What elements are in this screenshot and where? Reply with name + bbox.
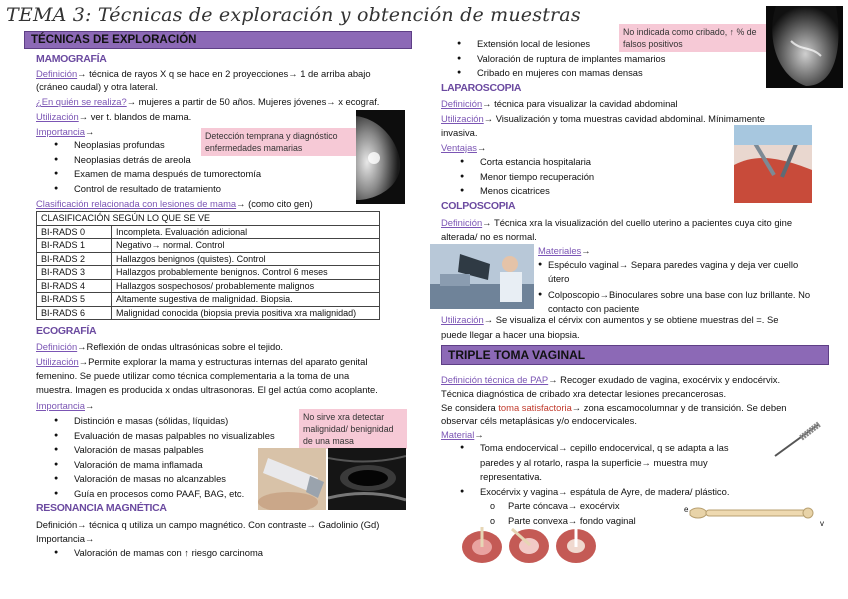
utilizacion-link[interactable]: Utilización — [441, 113, 484, 124]
ecografia-bullets — [38, 414, 275, 501]
birads-desc: Negativo→ normal. Control — [112, 239, 380, 253]
scan-graphic — [328, 448, 406, 510]
table-row — [37, 252, 380, 266]
birads-header: CLASIFICACIÓN SEGÚN LO QUE SE VE — [37, 212, 380, 226]
table-row — [37, 293, 380, 307]
resonancia-definicion: Definición→ técnica q utiliza un campo magnético. Con contraste→ Gadolinio (Gd) — [36, 519, 380, 530]
ultrasound-probe-photo — [258, 448, 326, 510]
mri-graphic — [766, 6, 843, 88]
definicion-text: → técnica de rayos X q se hace en 2 proyecciones→ 1 de arriba abajo — [77, 68, 371, 79]
quien-link[interactable]: ¿En quién se realiza? — [36, 96, 127, 107]
definicion-pap-link[interactable]: Definición técnica de PAP — [441, 374, 549, 385]
birads-code: BI-RADS 5 — [37, 293, 112, 307]
section-band-triple: TRIPLE TOMA VAGINAL — [441, 345, 829, 365]
clasificacion-line — [36, 197, 313, 210]
cervix-photo-2 — [508, 525, 550, 565]
clasificacion-link[interactable]: Clasificación relacionada con lesiones de mama — [36, 198, 237, 209]
table-row — [37, 266, 380, 280]
ecografia-utilizacion-line3: muestra. Imagen es producida x ondas ultrasonoras. El gel actúa como acoplante. — [36, 384, 378, 395]
list-item: ● Corta estancia hospitalaria — [444, 155, 594, 170]
birads-desc: Hallazgos probablemente benignos. Control 6 meses — [112, 266, 380, 280]
colposcopia-materiales — [538, 244, 591, 257]
mamografia-bullets — [38, 138, 261, 196]
definicion-link[interactable]: Definición — [36, 68, 78, 79]
mammogram-graphic — [356, 110, 405, 204]
importancia-link[interactable]: Importancia — [36, 400, 85, 411]
utilizacion-link[interactable]: Utilización — [441, 314, 484, 325]
birads-code: BI-RADS 6 — [37, 306, 112, 320]
ecografia-utilizacion-line2: femenino. Se puede utilizar como técnica complementaria a la toma de una — [36, 370, 350, 381]
triple-material — [441, 428, 484, 441]
birads-desc: Hallazgos benignos (quistes). Control — [112, 252, 380, 266]
list-item: ● Espéculo vaginal→ Separa paredes vagina y deja ver cuello útero — [538, 259, 799, 284]
table-row — [37, 225, 380, 239]
colposcopia-utilizacion-cont: puede llegar a hacer una biopsia. — [441, 329, 580, 340]
table-row — [37, 239, 380, 253]
spatula-graphic — [688, 505, 818, 521]
colposcopy-graphic — [430, 244, 534, 309]
list-item: ● Valoración de masas no alcanzables — [38, 472, 275, 487]
utilizacion-link[interactable]: Utilización — [36, 356, 79, 367]
list-item: ● Toma endocervical→ cepillo endocervical, q se adapta a las — [444, 441, 729, 456]
colposcopia-material-list — [538, 258, 818, 316]
probe-graphic — [258, 448, 326, 510]
mamografia-quien — [36, 95, 379, 108]
list-item: ● Valoración de ruptura de implantes mamarios — [441, 52, 665, 67]
definicion-pap-text: → Recoger exudado de vagina, exocérvix y endocérvix. — [548, 374, 781, 385]
birads-desc: Malignidad conocida (biopsia previa positiva xra malignidad) — [112, 306, 380, 320]
colposcopia-definicion — [441, 216, 792, 229]
list-item: ● Valoración de mama inflamada — [38, 458, 275, 473]
birads-code: BI-RADS 3 — [37, 266, 112, 280]
heading-colposcopia: COLPOSCOPIA — [441, 200, 516, 212]
cervix-photo-1 — [461, 527, 503, 565]
colposcopia-definicion-cont: alterada/ no es normal. — [441, 231, 537, 242]
resonancia-importancia: Importancia→ — [36, 533, 95, 544]
cervix-graphic-1 — [461, 527, 503, 565]
list-item: o Parte convexa→ fondo vaginal — [472, 514, 636, 529]
cervix-photo-3 — [555, 525, 597, 565]
resonancia-bullets — [38, 546, 263, 561]
material-arrow: → — [474, 429, 484, 440]
list-item: ● Menor tiempo recuperación — [444, 170, 594, 185]
list-item: ● Neoplasias profundas — [38, 138, 261, 153]
laparoscopia-utilizacion-cont: invasiva. — [441, 127, 478, 138]
colposcopy-photo — [430, 244, 534, 309]
mamografia-utilizacion — [36, 110, 191, 123]
list-item: ● Menos cicatrices — [444, 184, 594, 199]
material-colposcopio: Colposcopio→Binoculares sobre una base con luz brillante. No contacto con paciente — [548, 289, 811, 314]
definicion-text: → Técnica xra la visualización del cuello uterino a pacientes cuya cito gine — [482, 217, 793, 228]
birads-desc: Incompleta. Evaluación adicional — [112, 225, 380, 239]
list-item-cont: paredes y al rotarlo, raspa la superficie→ muestra muy — [480, 456, 708, 468]
list-item: ● Neoplasias detrás de areola — [38, 153, 261, 168]
sat-pre: Se considera — [441, 402, 499, 413]
definicion-link[interactable]: Definición — [441, 217, 483, 228]
ecografia-utilizacion — [36, 355, 367, 368]
laparoscopy-image — [734, 125, 812, 203]
mamografia-definicion-cont: (cráneo caudal) y otra lateral. — [36, 81, 158, 92]
page-title: TEMA 3: Técnicas de exploración y obtención de muestras — [6, 4, 581, 26]
triple-satisfactoria — [441, 401, 787, 414]
quien-text: → mujeres a partir de 50 años. Mujeres jóvenes→ x ecograf. — [126, 96, 380, 107]
section-band-tecnicas: TÉCNICAS DE EXPLORACIÓN — [24, 31, 412, 49]
heading-resonancia: RESONANCIA MAGNÉTICA — [36, 502, 167, 514]
list-item: ● Control de resultado de tratamiento — [38, 182, 261, 197]
cervix-graphic-2 — [508, 525, 550, 565]
definicion-link[interactable]: Definición — [36, 341, 78, 352]
birads-code: BI-RADS 0 — [37, 225, 112, 239]
list-item: ● Valoración de mamas con ↑ riesgo carcinoma — [38, 546, 263, 561]
mamografia-note: Detección temprana y diagnóstico enfermedades mamarias — [201, 128, 359, 156]
table-row — [37, 279, 380, 293]
birads-desc: Altamente sugestiva de malignidad. Biopsia. — [112, 293, 380, 307]
importancia-arrow: → — [84, 126, 95, 137]
satisfactoria-highlight: toma satisfactoria — [498, 402, 572, 413]
triple-definicion-cont: Técnica diagnóstica de cribado xra detectar lesiones precancerosas. — [441, 388, 727, 399]
birads-code: BI-RADS 1 — [37, 239, 112, 253]
laparoscopia-utilizacion — [441, 112, 765, 125]
laparoscopia-ventajas — [441, 141, 486, 154]
mamografia-definicion — [36, 67, 371, 80]
list-item: ● Extensión local de lesiones — [441, 37, 665, 52]
list-item: ● Exocérvix y vagina→ espátula de Ayre, de madera/ plástico. — [444, 485, 729, 500]
list-item: ● Distinción e masas (sólidas, líquidas) — [38, 414, 275, 429]
definicion-text: → técnica para visualizar la cavidad abdominal — [482, 98, 678, 109]
ecografia-definicion — [36, 340, 283, 353]
ultrasound-scan-image — [328, 448, 406, 510]
heading-laparoscopia: LAPAROSCOPIA — [441, 82, 522, 94]
list-item: ● Valoración de masas palpables — [38, 443, 275, 458]
ecografia-importancia — [36, 399, 94, 412]
triple-definicion — [441, 373, 780, 386]
importancia-arrow: → — [84, 400, 95, 411]
triple-satisfactoria-cont: observar céls metaplásicas y/o endocervicales. — [441, 415, 637, 426]
laparoscopia-bullets — [444, 155, 594, 199]
endocervical-brush-image — [773, 420, 823, 458]
mamografia-importancia — [36, 125, 94, 138]
utilizacion-text: → Visualización y toma muestras cavidad abdominal. Mínimamente — [483, 113, 765, 124]
birads-table — [36, 211, 380, 320]
utilizacion-text: → Se visualiza el cérvix con aumentos y se obtiene muestras del =. Se — [483, 314, 779, 325]
table-row — [37, 306, 380, 320]
utilizacion-text: → ver t. blandos de mama. — [78, 111, 192, 122]
list-item: ● Colposcopio→Binoculares sobre una base con luz brillante. No contacto con paciente — [538, 289, 811, 314]
mammogram-image — [356, 110, 405, 204]
list-item: o Parte cóncava→ exocérvix — [472, 499, 636, 514]
heading-ecografia: ECOGRAFÍA — [36, 325, 97, 337]
list-item: ● Cribado en mujeres con mamas densas — [441, 66, 665, 81]
materiales-arrow: → — [581, 245, 591, 256]
birads-desc: Hallazgos sospechosos/ probablemente malignos — [112, 279, 380, 293]
sat-post: → zona escamocolumnar y de transición. Se deben — [571, 402, 787, 413]
material-link[interactable]: Material — [441, 429, 475, 440]
spatula-label-v: v — [820, 519, 824, 528]
heading-mamografia: MAMOGRAFÍA — [36, 53, 107, 65]
material-especulo: Espéculo vaginal→ Separa paredes vagina y deja ver cuello útero — [548, 259, 799, 284]
list-item: ● Examen de mama después de tumorectomía — [38, 167, 261, 182]
ventajas-link[interactable]: Ventajas — [441, 142, 477, 153]
list-item: ● Evaluación de masas palpables no visualizables — [38, 429, 275, 444]
utilizacion-text: →Permite explorar la mama y estructuras internas del aparato genital — [78, 356, 368, 367]
definicion-link[interactable]: Definición — [441, 98, 483, 109]
ventajas-arrow: → — [476, 142, 487, 153]
triple-subbullets — [472, 499, 636, 528]
spatula-label-e: e — [684, 505, 689, 514]
cervix-graphic-3 — [555, 525, 597, 565]
ayre-spatula-image — [688, 505, 818, 521]
laparoscopy-graphic — [734, 125, 812, 203]
importancia-link[interactable]: Importancia — [36, 126, 85, 137]
utilizacion-link[interactable]: Utilización — [36, 111, 79, 122]
birads-code: BI-RADS 2 — [37, 252, 112, 266]
colposcopia-utilizacion — [441, 313, 778, 326]
laparoscopia-definicion — [441, 97, 678, 110]
triple-bullets — [444, 441, 729, 499]
breast-mri-image — [766, 6, 843, 88]
birads-code: BI-RADS 4 — [37, 279, 112, 293]
ecografia-note: No sirve xra detectar malignidad/ benignidad de una masa — [299, 409, 407, 449]
brush-graphic — [773, 420, 823, 458]
materiales-link[interactable]: Materiales — [538, 245, 582, 256]
clasificacion-text: → (como cito gen) — [236, 198, 313, 209]
list-item-cont: representativa. — [480, 471, 543, 482]
rm-note: No indicada como cribado, ↑ % de falsos positivos — [619, 24, 774, 52]
definicion-text: →Reflexión de ondas ultrasónicas sobre el tejido. — [77, 341, 284, 352]
list-item: ● Guía en procesos como PAAF, BAG, etc. — [38, 487, 275, 502]
